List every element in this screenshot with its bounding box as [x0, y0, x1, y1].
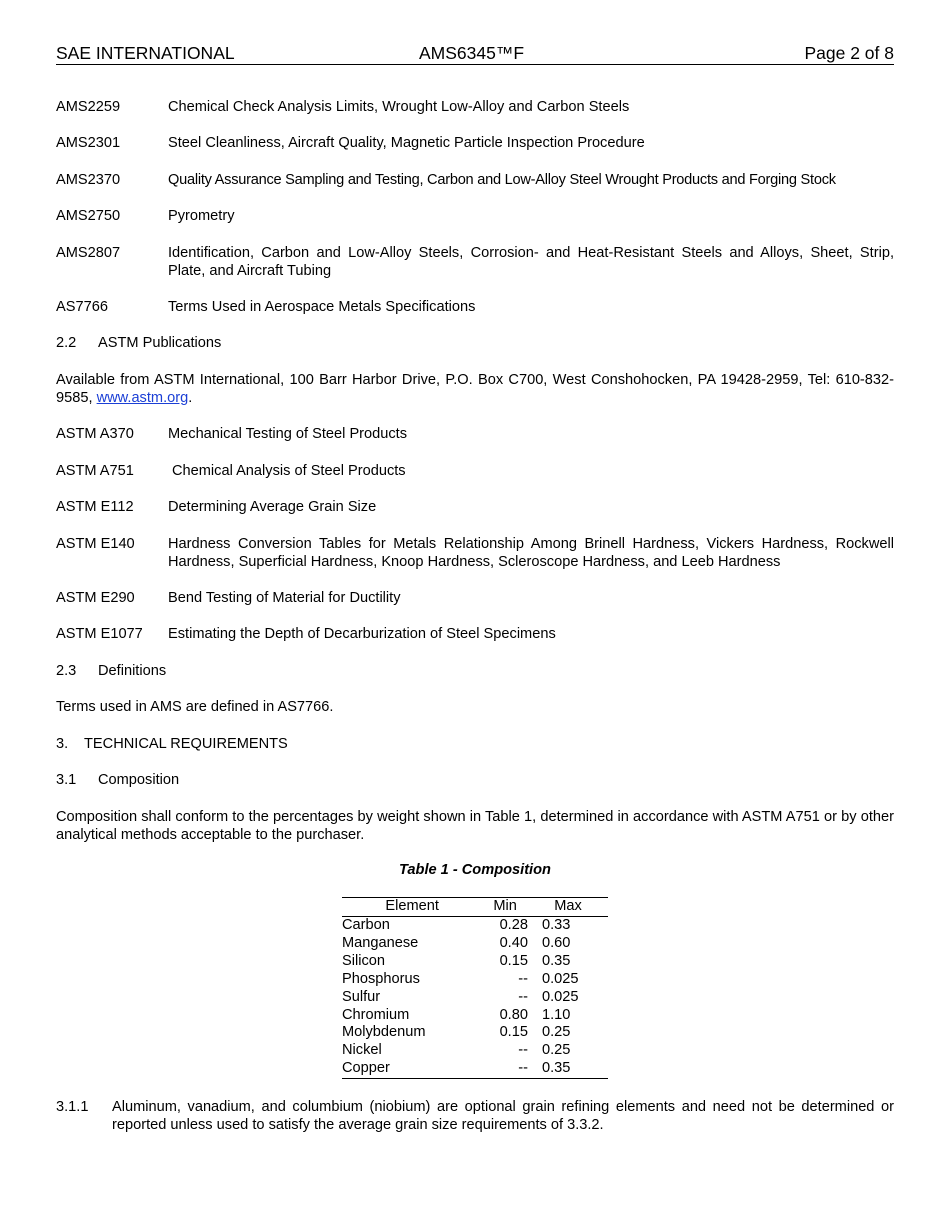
element-name: Molybdenum: [342, 1024, 426, 1041]
section-text: Aluminum, vanadium, and columbium (niobium) are optional grain refining elements and need not be determined or reported unless used to satisfy the average grain size requirements of 3.3.2.: [112, 1099, 894, 1133]
table-row: [342, 935, 608, 953]
reference-title: Chemical Check Analysis Limits, Wrought Low-Alloy and Carbon Steels: [168, 99, 630, 115]
reference-code: AMS2807: [56, 245, 121, 261]
max-value: 0.35: [528, 1060, 608, 1078]
element-name: Nickel: [342, 1042, 382, 1059]
max-value: 0.35: [541, 952, 571, 969]
max-value: 0.33: [541, 917, 571, 933]
min-value: --: [518, 988, 528, 1005]
max-value: 0.25: [541, 1042, 571, 1059]
table-row: [342, 1060, 608, 1078]
section-number: 3.1: [56, 772, 77, 788]
reference-code: ASTM A751: [56, 463, 134, 479]
element-name: Phosphorus: [342, 970, 420, 987]
reference-code: AMS2301: [56, 135, 121, 151]
table-row: [342, 971, 608, 989]
reference-code: ASTM A370: [56, 426, 134, 442]
reference-code: AMS2370: [56, 172, 121, 188]
reference-title: Bend Testing of Material for Ductility: [168, 590, 401, 606]
astm-availability-paragraph: [56, 371, 894, 407]
composition-paragraph: Composition shall conform to the percentages by weight shown in Table 1, determined in accordance with ASTM A751 or by other analytical methods acceptable to the purchaser.: [56, 809, 894, 843]
section-title: ASTM Publications: [98, 335, 222, 351]
header-organization: SAE INTERNATIONAL: [56, 43, 235, 63]
element-name: Chromium: [342, 1006, 410, 1023]
section-title: TECHNICAL REQUIREMENTS: [84, 736, 288, 752]
reference-code: AMS2750: [56, 208, 121, 224]
reference-title: Estimating the Depth of Decarburization of Steel Specimens: [168, 626, 556, 642]
section-title: Definitions: [98, 663, 167, 679]
reference-title: Terms Used in Aerospace Metals Specifications: [168, 299, 476, 315]
table-row: [342, 989, 608, 1007]
definitions-paragraph: Terms used in AMS are defined in AS7766.: [56, 699, 334, 715]
column-header-max: Max: [528, 898, 608, 917]
column-header-element: Element: [342, 898, 482, 917]
min-value: --: [518, 1042, 528, 1059]
table-row: [342, 1042, 608, 1060]
table-caption: Table 1 - Composition: [399, 862, 551, 878]
min-value: 0.15: [499, 1024, 528, 1041]
max-value: 0.60: [541, 934, 571, 951]
availability-period: .: [188, 390, 193, 406]
table-row: [342, 1024, 608, 1042]
reference-title: Steel Cleanliness, Aircraft Quality, Magnetic Particle Inspection Procedure: [168, 135, 645, 151]
reference-title: Quality Assurance Sampling and Testing, Carbon and Low-Alloy Steel Wrought Products and Forging Stock: [168, 172, 836, 188]
section-number: 2.2: [56, 335, 77, 351]
table-row: [342, 1007, 608, 1025]
min-value: 0.80: [499, 1006, 528, 1023]
reference-title: Hardness Conversion Tables for Metals Relationship Among Brinell Hardness, Vickers Hardness, Rockwell Hardness, Superficial Hardness, Knoop Hardness, Scleroscope Hardness, and Leeb Hardness: [168, 536, 894, 570]
header-page-number: Page 2 of 8: [804, 43, 894, 63]
reference-title: Mechanical Testing of Steel Products: [168, 426, 408, 442]
min-value: --: [518, 970, 528, 987]
max-value: 0.025: [541, 988, 579, 1005]
element-name: Carbon: [342, 917, 390, 933]
max-value: 1.10: [541, 1006, 571, 1023]
element-name: Sulfur: [342, 988, 381, 1005]
section-title: Composition: [98, 772, 180, 788]
page-header: [56, 44, 894, 65]
header-document-id: AMS6345™F: [419, 43, 525, 63]
reference-code: AMS2259: [56, 99, 121, 115]
table-row: [342, 917, 608, 935]
column-header-min: Min: [482, 898, 528, 917]
min-value: 0.40: [499, 934, 528, 951]
section-number: 3.: [56, 736, 69, 752]
section-number: 3.1.1: [56, 1099, 89, 1115]
reference-title: Identification, Carbon and Low-Alloy Steels, Corrosion- and Heat-Resistant Steels and Alloys, Sheet, Strip, Plate, and Aircraft Tubing: [168, 245, 894, 279]
reference-code: ASTM E290: [56, 590, 135, 606]
reference-code: ASTM E1077: [56, 626, 143, 642]
table-row: [342, 953, 608, 971]
availability-text: Available from ASTM International, 100 Barr Harbor Drive, P.O. Box C700, West Conshohocken, PA 19428-2959, Tel: 610-832-9585,: [56, 372, 894, 406]
element-name: Copper: [342, 1060, 482, 1078]
max-value: 0.25: [541, 1024, 571, 1041]
min-value: 0.28: [499, 917, 528, 933]
max-value: 0.025: [541, 970, 579, 987]
reference-code: ASTM E112: [56, 499, 134, 515]
reference-code: ASTM E140: [56, 536, 135, 552]
astm-website-link[interactable]: www.astm.org: [96, 390, 189, 406]
reference-code: AS7766: [56, 299, 108, 315]
element-name: Manganese: [342, 934, 419, 951]
composition-table: [342, 897, 608, 1079]
element-name: Silicon: [342, 952, 385, 969]
min-value: 0.15: [499, 952, 528, 969]
table-header-row: [342, 898, 608, 917]
min-value: --: [482, 1060, 528, 1078]
reference-title: Determining Average Grain Size: [168, 499, 377, 515]
reference-title: Pyrometry: [168, 208, 235, 224]
section-number: 2.3: [56, 663, 77, 679]
reference-title: Chemical Analysis of Steel Products: [172, 463, 406, 479]
